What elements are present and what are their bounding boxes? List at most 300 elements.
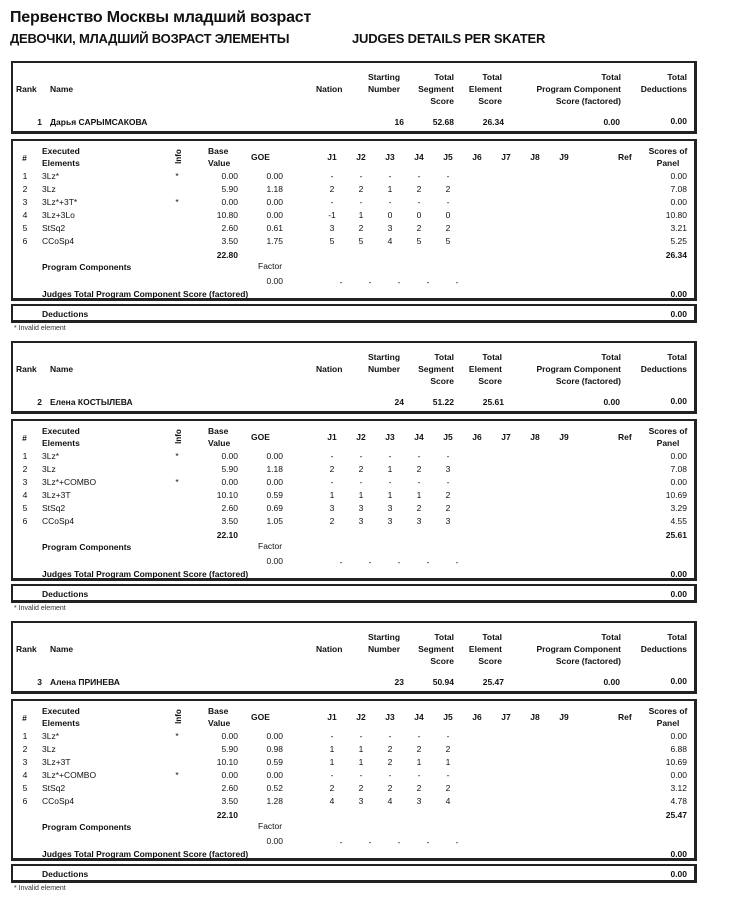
header-line: Segment bbox=[418, 364, 454, 374]
judge-header-j5: J5 bbox=[443, 712, 453, 722]
total-element-score-value: 25.61 bbox=[482, 397, 504, 407]
element-base-value: 0.00 bbox=[221, 451, 238, 461]
header-line: Starting bbox=[367, 352, 401, 362]
header-line: Total bbox=[601, 72, 621, 82]
header-line: Panel bbox=[656, 718, 680, 728]
header-line: Number bbox=[367, 364, 401, 374]
judge-header-j4: J4 bbox=[414, 712, 424, 722]
total-deductions-header bbox=[626, 71, 687, 95]
judge-header-j6: J6 bbox=[472, 152, 482, 162]
judge-score-j2: - bbox=[359, 197, 363, 207]
judge-score-j3: - bbox=[388, 451, 392, 461]
element-panel-score: 0.00 bbox=[670, 451, 687, 461]
rank-value: 3 bbox=[37, 677, 42, 687]
element-panel-score: 7.08 bbox=[670, 464, 687, 474]
judge-score-j4: 0 bbox=[416, 210, 422, 220]
header-line: Segment bbox=[418, 644, 454, 654]
element-goe: 0.59 bbox=[266, 490, 283, 500]
skater-name: Алена ПРИНЕВА bbox=[50, 677, 120, 687]
header-line: Starting bbox=[367, 72, 401, 82]
judge-header-j3: J3 bbox=[385, 432, 395, 442]
header-word: Component bbox=[573, 84, 621, 94]
judge-score-j2: 1 bbox=[358, 490, 364, 500]
judge-score-j3: - bbox=[388, 770, 392, 780]
element-base-value: 3.50 bbox=[221, 796, 238, 806]
element-goe: 0.69 bbox=[266, 503, 283, 513]
element-number: 4 bbox=[22, 210, 28, 220]
total-element-score-value: 26.34 bbox=[482, 117, 504, 127]
judge-score-j4: - bbox=[417, 477, 421, 487]
total-pcs-value: 0.00 bbox=[603, 397, 620, 407]
element-goe: 1.75 bbox=[266, 236, 283, 246]
deductions-label: Deductions bbox=[42, 589, 89, 599]
header-line: Score bbox=[430, 96, 454, 106]
element-goe: 0.98 bbox=[266, 744, 283, 754]
element-panel-score: 0.00 bbox=[670, 171, 687, 181]
pc-judge-score-j5: - bbox=[455, 557, 459, 567]
base-value-header bbox=[208, 425, 230, 449]
ref-header: Ref bbox=[618, 432, 632, 442]
category-title: ДЕВОЧКИ, МЛАДШИЙ ВОЗРАСТ ЭЛЕМЕНТЫ bbox=[10, 31, 290, 46]
judge-score-j2: - bbox=[359, 451, 363, 461]
ref-header: Ref bbox=[618, 152, 632, 162]
total-element-score-header bbox=[460, 71, 502, 107]
judge-header-j2: J2 bbox=[356, 712, 366, 722]
judge-score-j4: 3 bbox=[416, 796, 422, 806]
judge-score-j1: 4 bbox=[329, 796, 335, 806]
total-segment-score-header bbox=[408, 71, 454, 107]
panel-total: 25.61 bbox=[665, 530, 687, 540]
ref-header: Ref bbox=[618, 712, 632, 722]
element-panel-score: 3.12 bbox=[670, 783, 687, 793]
element-goe: 0.00 bbox=[266, 171, 283, 181]
goe-header: GOE bbox=[251, 712, 270, 722]
element-base-value: 2.60 bbox=[221, 783, 238, 793]
panel-total: 26.34 bbox=[665, 250, 687, 260]
base-value-total: 22.80 bbox=[216, 250, 238, 260]
goe-header: GOE bbox=[251, 152, 270, 162]
judge-score-j1: 1 bbox=[329, 744, 335, 754]
executed-elements-header bbox=[42, 425, 80, 449]
factor-label: Factor bbox=[258, 821, 283, 831]
elements-box bbox=[11, 419, 697, 581]
deductions-value: 0.00 bbox=[670, 309, 687, 319]
element-name: 3Lz* bbox=[42, 731, 60, 741]
judge-header-j9: J9 bbox=[559, 432, 569, 442]
element-panel-score: 0.00 bbox=[670, 770, 687, 780]
element-base-value: 0.00 bbox=[221, 477, 238, 487]
pc-judge-score-j3: - bbox=[397, 277, 401, 287]
element-number: 3 bbox=[22, 477, 28, 487]
name-header: Name bbox=[50, 84, 74, 94]
header-line: Value bbox=[208, 718, 231, 728]
element-number: 6 bbox=[22, 796, 28, 806]
element-base-value: 5.90 bbox=[221, 464, 238, 474]
header-line bbox=[520, 83, 621, 95]
judge-header-j8: J8 bbox=[530, 432, 540, 442]
header-line bbox=[520, 363, 621, 375]
element-name: CCoSp4 bbox=[42, 516, 75, 526]
judge-score-j4: 5 bbox=[416, 236, 422, 246]
judge-header-j7: J7 bbox=[501, 712, 511, 722]
element-base-value: 0.00 bbox=[221, 731, 238, 741]
pc-judge-score-j2: - bbox=[368, 277, 372, 287]
judge-score-j5: 3 bbox=[445, 464, 451, 474]
judge-score-j2: 2 bbox=[358, 783, 364, 793]
header-line: Deductions bbox=[640, 364, 687, 374]
pc-judge-score-j4: - bbox=[426, 837, 430, 847]
header-line: Executed bbox=[42, 426, 80, 436]
program-components-label: Program Components bbox=[42, 542, 132, 552]
judge-score-j4: 2 bbox=[416, 464, 422, 474]
element-name: 3Lz* bbox=[42, 451, 60, 461]
judge-score-j1: - bbox=[330, 197, 334, 207]
judge-score-j2: 1 bbox=[358, 744, 364, 754]
judge-score-j2: 2 bbox=[358, 223, 364, 233]
deductions-label: Deductions bbox=[42, 869, 89, 879]
header-line: Base bbox=[208, 706, 229, 716]
elements-box bbox=[11, 699, 697, 861]
pc-judge-score-j1: - bbox=[339, 837, 343, 847]
header-line: Total bbox=[434, 352, 454, 362]
judge-header-j6: J6 bbox=[472, 432, 482, 442]
header-line: Score bbox=[478, 96, 502, 106]
judge-score-j5: 2 bbox=[445, 744, 451, 754]
element-name: 3Lz bbox=[42, 184, 56, 194]
element-base-value: 2.60 bbox=[221, 503, 238, 513]
header-line: Executed bbox=[42, 146, 80, 156]
judge-score-j4: 2 bbox=[416, 503, 422, 513]
judge-header-j7: J7 bbox=[501, 432, 511, 442]
header-line: Deductions bbox=[640, 84, 687, 94]
skater-name: Елена КОСТЫЛЕВА bbox=[50, 397, 133, 407]
invalid-element-note: * Invalid element bbox=[14, 325, 66, 332]
judge-header-j5: J5 bbox=[443, 152, 453, 162]
header-line: Number bbox=[367, 644, 401, 654]
total-element-score-header bbox=[460, 351, 502, 387]
header-line: Element bbox=[468, 364, 502, 374]
base-value-header bbox=[208, 145, 230, 169]
judge-score-j3: 0 bbox=[387, 210, 393, 220]
element-goe: 0.00 bbox=[266, 770, 283, 780]
header-line: Score (factored) bbox=[555, 656, 621, 666]
element-number: 1 bbox=[22, 171, 28, 181]
factor-value: 0.00 bbox=[266, 276, 283, 286]
element-base-value: 0.00 bbox=[221, 171, 238, 181]
total-segment-score-header bbox=[408, 631, 454, 667]
header-line: Total bbox=[482, 72, 502, 82]
judge-header-j4: J4 bbox=[414, 152, 424, 162]
executed-elements-header bbox=[42, 145, 80, 169]
judge-score-j1: 2 bbox=[329, 516, 335, 526]
element-number: 4 bbox=[22, 770, 28, 780]
pc-judge-score-j1: - bbox=[339, 557, 343, 567]
header-word: Program bbox=[536, 364, 572, 374]
judge-header-j2: J2 bbox=[356, 152, 366, 162]
judges-total-pcs-value: 0.00 bbox=[670, 849, 687, 859]
element-number: 1 bbox=[22, 731, 28, 741]
judge-score-j4: - bbox=[417, 770, 421, 780]
element-goe: 0.00 bbox=[266, 210, 283, 220]
program-components-label: Program Components bbox=[42, 262, 132, 272]
judge-score-j3: - bbox=[388, 731, 392, 741]
element-panel-score: 5.25 bbox=[670, 236, 687, 246]
judge-score-j4: 2 bbox=[416, 184, 422, 194]
total-deductions-header bbox=[626, 631, 687, 655]
judge-score-j3: 1 bbox=[387, 464, 393, 474]
judge-score-j2: 1 bbox=[358, 210, 364, 220]
element-base-value: 10.10 bbox=[216, 757, 238, 767]
name-header: Name bbox=[50, 644, 74, 654]
element-base-value: 0.00 bbox=[221, 770, 238, 780]
pc-judge-score-j3: - bbox=[397, 837, 401, 847]
judge-header-j5: J5 bbox=[443, 432, 453, 442]
header-line: Base bbox=[208, 146, 229, 156]
total-deductions-value: 0.00 bbox=[670, 396, 687, 406]
factor-label: Factor bbox=[258, 541, 283, 551]
judge-header-j8: J8 bbox=[530, 712, 540, 722]
element-panel-score: 0.00 bbox=[670, 197, 687, 207]
judge-score-j1: 5 bbox=[329, 236, 335, 246]
judge-score-j1: 2 bbox=[329, 184, 335, 194]
element-panel-score: 4.78 bbox=[670, 796, 687, 806]
element-info: * bbox=[175, 770, 179, 780]
element-goe: 0.00 bbox=[266, 731, 283, 741]
total-pcs-header bbox=[520, 351, 621, 387]
judge-header-j2: J2 bbox=[356, 432, 366, 442]
rank-value: 1 bbox=[37, 117, 42, 127]
header-line: Element bbox=[468, 644, 502, 654]
element-name: StSq2 bbox=[42, 783, 66, 793]
element-number: 2 bbox=[22, 464, 28, 474]
factor-value: 0.00 bbox=[266, 556, 283, 566]
header-line: Elements bbox=[42, 718, 80, 728]
header-line: Panel bbox=[656, 158, 680, 168]
judge-score-j4: - bbox=[417, 731, 421, 741]
element-number: 1 bbox=[22, 451, 28, 461]
judge-score-j5: 2 bbox=[445, 223, 451, 233]
judge-score-j2: - bbox=[359, 171, 363, 181]
starting-number-value: 23 bbox=[394, 677, 404, 687]
element-base-value: 5.90 bbox=[221, 744, 238, 754]
judge-score-j5: 2 bbox=[445, 184, 451, 194]
judge-header-j4: J4 bbox=[414, 432, 424, 442]
header-line: Score (factored) bbox=[555, 96, 621, 106]
program-components-label: Program Components bbox=[42, 822, 132, 832]
judge-score-j5: 5 bbox=[445, 236, 451, 246]
judge-score-j5: 2 bbox=[445, 783, 451, 793]
pc-judge-score-j2: - bbox=[368, 837, 372, 847]
header-word: Program bbox=[536, 644, 572, 654]
element-name: 3Lz*+COMBO bbox=[42, 477, 97, 487]
element-panel-score: 4.55 bbox=[670, 516, 687, 526]
judge-score-j1: 2 bbox=[329, 783, 335, 793]
report-title: JUDGES DETAILS PER SKATER bbox=[352, 31, 546, 46]
header-line: Value bbox=[208, 158, 231, 168]
judge-score-j2: - bbox=[359, 477, 363, 487]
element-number: 2 bbox=[22, 184, 28, 194]
nation-header: Nation bbox=[316, 364, 343, 374]
judge-score-j2: 2 bbox=[358, 464, 364, 474]
judge-score-j1: 3 bbox=[329, 503, 335, 513]
judge-score-j1: - bbox=[330, 731, 334, 741]
judge-score-j1: 3 bbox=[329, 223, 335, 233]
judge-score-j3: 3 bbox=[387, 223, 393, 233]
goe-header: GOE bbox=[251, 432, 270, 442]
invalid-element-note: * Invalid element bbox=[14, 885, 66, 892]
judge-score-j3: - bbox=[388, 477, 392, 487]
panel-total: 25.47 bbox=[665, 810, 687, 820]
judge-score-j4: 2 bbox=[416, 744, 422, 754]
element-name: StSq2 bbox=[42, 503, 66, 513]
factor-value: 0.00 bbox=[266, 836, 283, 846]
starting-number-header bbox=[360, 351, 408, 375]
judge-score-j1: - bbox=[330, 451, 334, 461]
judge-score-j1: 2 bbox=[329, 464, 335, 474]
deductions-box bbox=[11, 864, 697, 883]
total-deductions-header bbox=[626, 351, 687, 375]
info-header: Info bbox=[173, 709, 183, 724]
judges-total-pcs-label: Judges Total Program Component Score (factored) bbox=[42, 849, 249, 859]
element-panel-score: 0.00 bbox=[670, 477, 687, 487]
judge-header-j9: J9 bbox=[559, 152, 569, 162]
element-panel-score: 6.88 bbox=[670, 744, 687, 754]
header-line: Score bbox=[478, 376, 502, 386]
element-name: 3Lz+3Lo bbox=[42, 210, 75, 220]
element-base-value: 0.00 bbox=[221, 197, 238, 207]
element-goe: 0.59 bbox=[266, 757, 283, 767]
element-name: 3Lz* bbox=[42, 171, 60, 181]
competition-title: Первенство Москвы младший возраст bbox=[10, 9, 312, 26]
header-line: Total bbox=[482, 632, 502, 642]
judge-header-j3: J3 bbox=[385, 152, 395, 162]
element-number: 3 bbox=[22, 757, 28, 767]
scores-of-panel-header bbox=[644, 425, 692, 449]
element-name: 3Lz bbox=[42, 464, 56, 474]
element-name: 3Lz*+3T* bbox=[42, 197, 78, 207]
element-goe: 0.52 bbox=[266, 783, 283, 793]
pc-judge-score-j2: - bbox=[368, 557, 372, 567]
judge-score-j5: - bbox=[446, 197, 450, 207]
header-line: Total bbox=[667, 352, 687, 362]
judge-score-j5: - bbox=[446, 770, 450, 780]
judge-score-j5: - bbox=[446, 731, 450, 741]
pc-judge-score-j4: - bbox=[426, 557, 430, 567]
rank-header: Rank bbox=[16, 644, 37, 654]
rank-header: Rank bbox=[16, 364, 37, 374]
judge-score-j5: 2 bbox=[445, 490, 451, 500]
header-line: Elements bbox=[42, 158, 80, 168]
element-number: 5 bbox=[22, 503, 28, 513]
element-info: * bbox=[175, 731, 179, 741]
element-name: CCoSp4 bbox=[42, 796, 75, 806]
judge-header-j1: J1 bbox=[327, 152, 337, 162]
header-line: Total bbox=[434, 632, 454, 642]
element-base-value: 3.50 bbox=[221, 516, 238, 526]
total-deductions-value: 0.00 bbox=[670, 116, 687, 126]
element-goe: 0.00 bbox=[266, 197, 283, 207]
number-header: # bbox=[22, 713, 27, 723]
judge-score-j2: 1 bbox=[358, 757, 364, 767]
scores-of-panel-header bbox=[644, 145, 692, 169]
judge-header-j7: J7 bbox=[501, 152, 511, 162]
element-name: StSq2 bbox=[42, 223, 66, 233]
judge-score-j3: 4 bbox=[387, 796, 393, 806]
header-line: Scores of bbox=[648, 426, 688, 436]
judges-total-pcs-label: Judges Total Program Component Score (factored) bbox=[42, 289, 249, 299]
element-info: * bbox=[175, 451, 179, 461]
skater-block bbox=[0, 621, 730, 901]
judge-score-j4: - bbox=[417, 171, 421, 181]
total-element-score-value: 25.47 bbox=[482, 677, 504, 687]
header-line: Panel bbox=[656, 438, 680, 448]
judge-score-j5: 4 bbox=[445, 796, 451, 806]
judge-score-j4: 2 bbox=[416, 783, 422, 793]
judges-total-pcs-label: Judges Total Program Component Score (factored) bbox=[42, 569, 249, 579]
judge-score-j4: - bbox=[417, 197, 421, 207]
pc-judge-score-j4: - bbox=[426, 277, 430, 287]
judge-score-j5: 1 bbox=[445, 757, 451, 767]
deductions-box bbox=[11, 304, 697, 323]
info-header: Info bbox=[173, 429, 183, 444]
total-pcs-header bbox=[520, 631, 621, 667]
total-segment-score-value: 50.94 bbox=[432, 677, 454, 687]
judge-score-j1: - bbox=[330, 171, 334, 181]
starting-number-header bbox=[360, 71, 408, 95]
element-panel-score: 3.29 bbox=[670, 503, 687, 513]
total-pcs-value: 0.00 bbox=[603, 677, 620, 687]
judge-score-j3: - bbox=[388, 171, 392, 181]
judge-score-j5: 2 bbox=[445, 503, 451, 513]
header-line: Total bbox=[667, 632, 687, 642]
element-base-value: 5.90 bbox=[221, 184, 238, 194]
judge-score-j1: - bbox=[330, 770, 334, 780]
judge-score-j2: 3 bbox=[358, 796, 364, 806]
judge-score-j3: 3 bbox=[387, 503, 393, 513]
judge-header-j1: J1 bbox=[327, 432, 337, 442]
base-value-header bbox=[208, 705, 230, 729]
skater-block bbox=[0, 61, 730, 341]
element-number: 5 bbox=[22, 223, 28, 233]
header-line: Total bbox=[667, 72, 687, 82]
element-goe: 1.28 bbox=[266, 796, 283, 806]
element-panel-score: 0.00 bbox=[670, 731, 687, 741]
executed-elements-header bbox=[42, 705, 80, 729]
skater-block bbox=[0, 341, 730, 621]
judges-total-pcs-value: 0.00 bbox=[670, 289, 687, 299]
pc-judge-score-j5: - bbox=[455, 277, 459, 287]
judge-score-j5: - bbox=[446, 477, 450, 487]
element-name: CCoSp4 bbox=[42, 236, 75, 246]
base-value-total: 22.10 bbox=[216, 810, 238, 820]
header-line: Total bbox=[601, 352, 621, 362]
total-deductions-value: 0.00 bbox=[670, 676, 687, 686]
judge-score-j4: 3 bbox=[416, 516, 422, 526]
element-number: 4 bbox=[22, 490, 28, 500]
number-header: # bbox=[22, 433, 27, 443]
element-number: 6 bbox=[22, 516, 28, 526]
header-word: Component bbox=[573, 364, 621, 374]
judge-score-j3: 4 bbox=[387, 236, 393, 246]
judge-score-j2: - bbox=[359, 770, 363, 780]
judge-header-j9: J9 bbox=[559, 712, 569, 722]
rank-header: Rank bbox=[16, 84, 37, 94]
header-line: Value bbox=[208, 438, 231, 448]
judge-score-j5: 0 bbox=[445, 210, 451, 220]
deductions-value: 0.00 bbox=[670, 589, 687, 599]
skater-name: Дарья САРЫМСАКОВА bbox=[50, 117, 148, 127]
elements-box bbox=[11, 139, 697, 301]
